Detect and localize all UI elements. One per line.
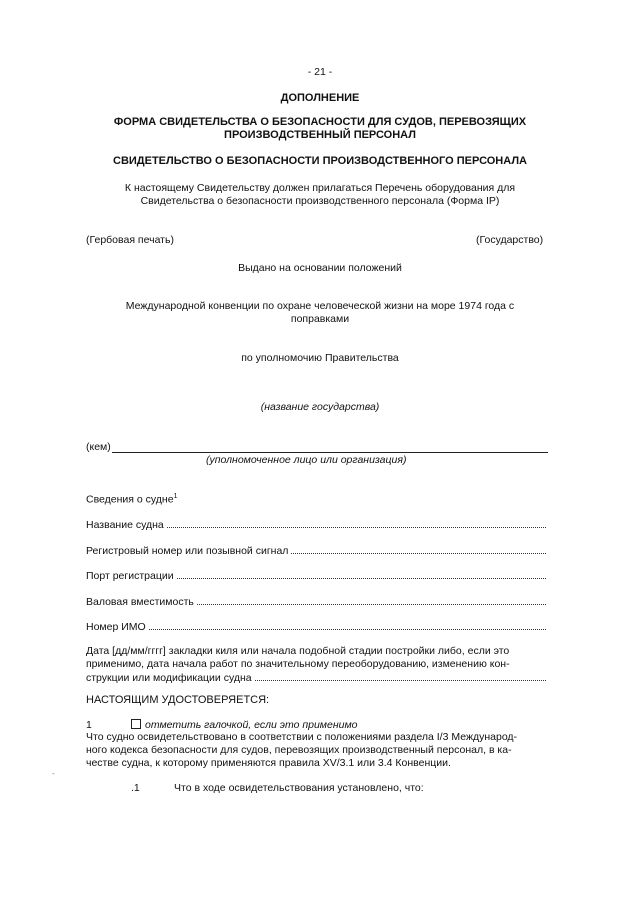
tonnage-field[interactable] [197,595,546,605]
stamp-label: (Гербовая печать) [86,234,174,246]
ship-name-row [86,518,546,531]
sub1-text: Что в ходе освидетельствования установлено, что: [174,782,424,794]
ship-info-heading [86,493,177,506]
ship-name-field[interactable] [167,518,546,528]
issued-under: Выдано на основании положений [238,262,402,274]
ship-info-heading-text: Сведения о судне [86,493,174,506]
port-row [86,569,546,582]
reg-number-field[interactable] [291,544,546,554]
state-label: (Государство) [476,234,544,246]
form-title-line1: ФОРМА СВИДЕТЕЛЬСТВА О БЕЗОПАСНОСТИ ДЛЯ СУДОВ, ПЕРЕВОЗЯЩИХ [113,116,527,128]
tonnage-row [86,595,546,608]
date-row [86,671,546,684]
reg-number-label: Регистровый номер или позывной сигнал [86,545,289,557]
item1-line2: ного кодекса безопасности для судов, перевозящих производственный персонал, в ка- [86,744,512,756]
certifies-heading: НАСТОЯЩИМ УДОСТОВЕРЯЕТСЯ: [86,694,270,706]
item1-line1: Что судно освидетельствовано в соответствии с положениями раздела I/3 Международ- [86,731,518,743]
item1-number: 1 [86,719,92,731]
tonnage-label: Валовая вместимость [86,596,194,608]
margin-mark: - [52,769,55,778]
appendix-header: ДОПОЛНЕНИЕ [280,92,360,104]
imo-row [86,620,546,633]
footnote-mark: 1 [173,493,178,500]
date-para-line2: применимо, дата начала работ по значительному переоборудованию, изменению кон- [86,658,510,670]
intro-line1: К настоящему Свидетельству должен прилагаться Перечень оборудования для [124,182,516,194]
sub1-number: .1 [131,782,140,794]
item1-checkbox[interactable] [131,719,141,729]
reg-number-row [86,544,546,557]
by-whom-line[interactable] [112,452,548,453]
form-title-line2: ПРОИЗВОДСТВЕННЫЙ ПЕРСОНАЛ [224,129,416,141]
by-whom-label: (кем) [86,441,111,453]
date-para-line1: Дата [дд/мм/гггг] закладки киля или начала подобной стадии постройки либо, если это [86,645,510,657]
item1-checkbox-hint: отметить галочкой, если это применимо [145,719,358,731]
date-field[interactable] [255,671,546,681]
item1-line3: честве судна, к которому применяются правила XV/3.1 или 3.4 Конвенции. [86,757,451,769]
certificate-title: СВИДЕТЕЛЬСТВО О БЕЗОПАСНОСТИ ПРОИЗВОДСТВЕННОГО ПЕРСОНАЛА [113,155,527,167]
port-label: Порт регистрации [86,570,174,582]
intro-line2: Свидетельства о безопасности производственного персонала (Форма IP) [140,195,500,207]
state-name-hint: (название государства) [260,401,380,413]
authority-text: по уполномочию Правительства [241,352,399,364]
imo-label: Номер ИМО [86,621,146,633]
convention-line2: поправками [290,313,350,325]
imo-field[interactable] [149,620,546,630]
port-field[interactable] [177,569,546,579]
date-para-line3: струкции или модификации судна [86,672,252,684]
ship-name-label: Название судна [86,519,164,531]
authorized-hint: (уполномоченное лицо или организация) [206,454,407,466]
page-number: - 21 - [307,66,333,78]
item1-checkbox-row [131,719,358,731]
convention-line1: Международной конвенции по охране человеческой жизни на море 1974 года с [125,300,515,312]
